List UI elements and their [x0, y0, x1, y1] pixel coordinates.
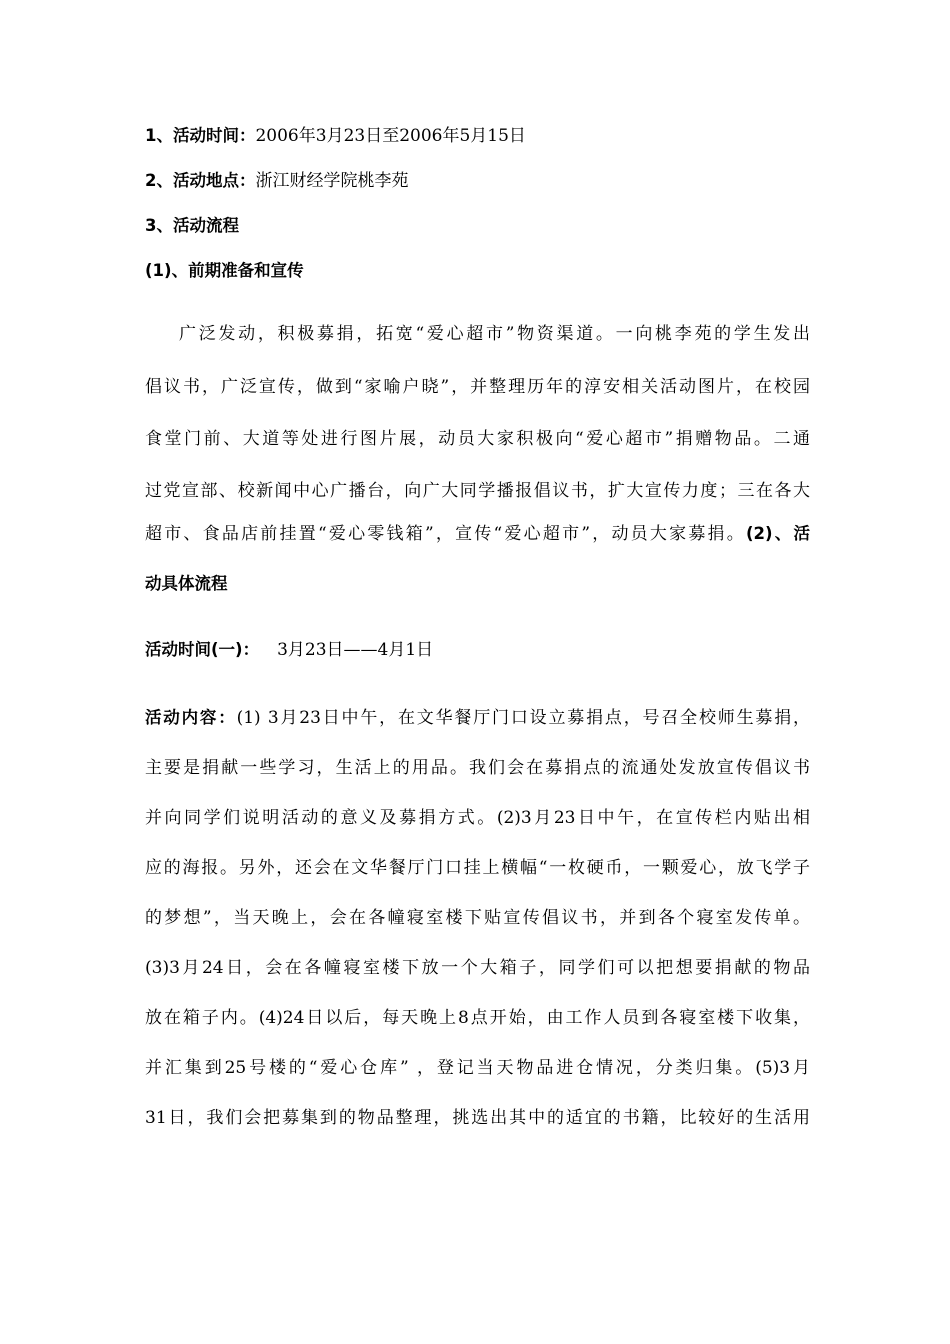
paragraph-line: 食堂门前、大道等处进行图片展，动员大家积极向“爱心超市”捐赠物品。二通 [145, 429, 810, 449]
activity-time-label: 1、活动时间： [145, 126, 256, 145]
activity-place-value: 浙江财经学院桃李苑 [255, 171, 409, 191]
section1-heading [145, 259, 810, 283]
activity-place-label: 2、活动地点： [145, 171, 256, 190]
content-line: 31日，我们会把募集到的物品整理，挑选出其中的适宜的书籍，比较好的生活用 [145, 1108, 810, 1128]
section1-heading-text: (1)、前期准备和宣传 [145, 261, 304, 280]
paragraph-line-with-heading [145, 522, 810, 546]
content-line: 并汇集到25号楼的“爱心仓库” ，登记当天物品进仓情况，分类归集。(5)3月 [145, 1058, 810, 1078]
section2-heading-part-a: (2)、活 [745, 524, 810, 543]
paragraph-line: 过党宣部、校新闻中心广播台，向广大同学播报倡议书，扩大宣传力度；三在各大 [145, 481, 810, 501]
paragraph-line: 倡议书，广泛宣传，做到“家喻户晓”，并整理历年的淳安相关活动图片，在校园 [145, 377, 810, 397]
content-line: 并向同学们说明活动的意义及募捐方式。(2)3月23日中午，在宣传栏内贴出相 [145, 808, 810, 828]
content-line: 应的海报。另外，还会在文华餐厅门口挂上横幅“一枚硬币，一颗爱心，放飞学子 [145, 858, 810, 878]
paragraph-line-text: 超市、食品店前挂置“爱心零钱箱”，宣传“爱心超市”，动员大家募捐。 [145, 524, 746, 544]
activity-flow-label: 3、活动流程 [145, 216, 239, 235]
content-line: (3)3月24日，会在各幢寝室楼下放一个大箱子，同学们可以把想要捐献的物品 [145, 958, 810, 978]
activity-flow-heading [145, 214, 810, 238]
content-line: 的梦想”，当天晚上，会在各幢寝室楼下贴宣传倡议书，并到各个寝室发传单。 [145, 908, 810, 928]
phase1-line [145, 638, 810, 662]
section2-heading-part-b: 动具体流程 [145, 574, 228, 593]
content-first-line-text: (1) 3月23日中午，在文华餐厅门口设立募捐点，号召全校师生募捐， [236, 708, 811, 728]
content-label: 活动内容： [145, 708, 237, 727]
activity-time-value: 2006年3月23日至2006年5月15日 [255, 126, 526, 146]
activity-place-line [145, 169, 810, 193]
phase1-label: 活动时间(一)： [145, 640, 260, 659]
section2-heading-continued [145, 572, 810, 596]
activity-time-line [145, 124, 810, 148]
content-line: 主要是捐献一些学习，生活上的用品。我们会在募捐点的流通处发放宣传倡议书 [145, 758, 810, 778]
paragraph-line: 广泛发动，积极募捐，拓宽“爱心超市”物资渠道。一向桃李苑的学生发出 [179, 324, 810, 344]
content-first-line [145, 706, 810, 730]
content-line: 放在箱子内。(4)24日以后，每天晚上8点开始，由工作人员到各寝室楼下收集， [145, 1008, 810, 1028]
phase1-value: 3月23日——4月1日 [277, 640, 434, 660]
